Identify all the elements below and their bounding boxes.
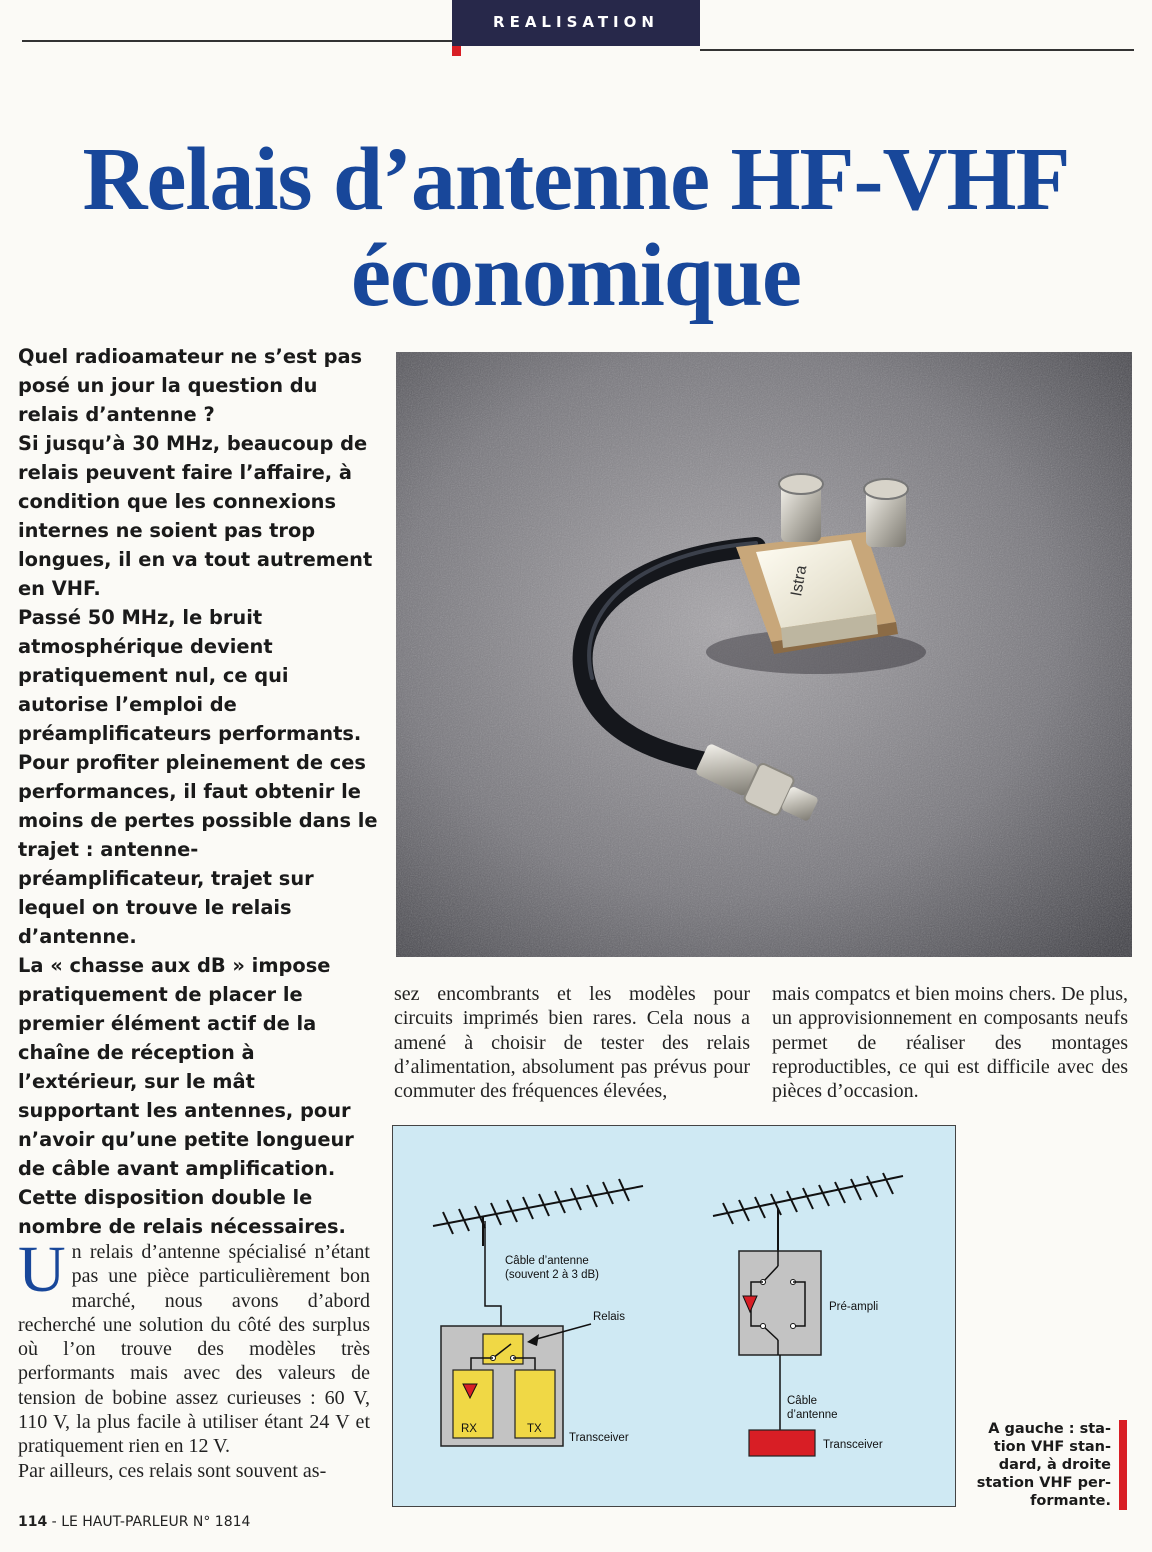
svg-text:Istra: Istra bbox=[788, 564, 811, 598]
caption-line: tion VHF stan- bbox=[993, 1439, 1111, 1455]
footer-separator: - bbox=[47, 1514, 62, 1530]
body-paragraph-1 bbox=[18, 1233, 370, 1459]
relais-label: Relais bbox=[593, 1311, 625, 1323]
tx-label: TX bbox=[527, 1423, 542, 1435]
body-column-3 bbox=[772, 982, 1128, 1103]
lead-paragraph: Passé 50 MHz, le bruit atmosphérique devient pratiquement nul, ce qui autorise l’emploi de préamplificateurs performants. Pour profiter pleinement de ces performances, il faut obtenir le moins de pertes possible dans le trajet : antenne-préamplificateur, trajet sur lequel on trouve le relais d’antenne. bbox=[18, 606, 378, 948]
caption-red-bar bbox=[1119, 1420, 1127, 1510]
body-paragraph-1-text: n relais d’antenne spécialisé n’étant pas une pièce particulièrement bon marché, nous avons d’abord recherché une solution du côté des surplus où l’on trouve des modèles très performants mais avec des valeurs de tension de bobine assez curieuses : 60 V, 110 V, la plus facile à utiliser étant 24 V et pratiquement rien en 12 V. bbox=[18, 1241, 370, 1458]
header-rule-left bbox=[22, 40, 452, 42]
section-label: REALISATION bbox=[452, 0, 700, 46]
transceiver-right-label: Transceiver bbox=[823, 1439, 883, 1451]
body-column-2 bbox=[394, 982, 750, 1103]
header-rule-right bbox=[700, 49, 1134, 51]
cable-label-1: Câble d’antenne bbox=[505, 1255, 589, 1267]
dropcap: U bbox=[18, 1233, 66, 1306]
body-paragraph-2: Par ailleurs, ces relais sont souvent as- bbox=[18, 1459, 327, 1482]
rx-label: RX bbox=[461, 1423, 477, 1435]
cable-right-label-1: Câble bbox=[787, 1395, 818, 1407]
body-paragraph-4: mais compatcs et bien moins chers. De plus, un approvisionnement en composants neufs permet de réaliser des montages reproductibles, ce qui est difficile avec des pièces d’occasion. bbox=[772, 983, 1128, 1103]
station-diagram bbox=[392, 1125, 956, 1507]
page-footer bbox=[18, 1514, 250, 1530]
diagram-caption bbox=[968, 1420, 1111, 1510]
magazine-issue: LE HAUT-PARLEUR N° 1814 bbox=[61, 1514, 251, 1530]
right-antenna-icon bbox=[713, 1173, 903, 1251]
lead-paragraph: Quel radioamateur ne s’est pas posé un jour la question du relais d’antenne ? bbox=[18, 345, 363, 426]
cable-right-label-2: d’antenne bbox=[787, 1409, 838, 1421]
caption-line: formante. bbox=[1030, 1493, 1111, 1509]
page-title-line-2: économique bbox=[351, 226, 801, 325]
caption-line: A gauche : sta- bbox=[988, 1421, 1111, 1437]
preampli-label: Pré-ampli bbox=[829, 1301, 879, 1313]
page-title-line-1: Relais d’antenne HF-VHF bbox=[82, 130, 1070, 229]
page-number: 114 bbox=[18, 1514, 48, 1530]
caption-line: station VHF per- bbox=[976, 1475, 1111, 1491]
relay-photo-illustration bbox=[396, 352, 1132, 957]
body-paragraph-3: sez encombrants et les modèles pour circuits imprimés bien rares. Cela nous a amené à choisir de tester des relais d’alimentation, absolument pas prévus pour commuter des fréquences élevées, bbox=[394, 983, 750, 1103]
station-diagram-svg bbox=[393, 1126, 955, 1506]
lead-paragraph: Si jusqu’à 30 MHz, beaucoup de relais peuvent faire l’affaire, à condition que les connexions internes ne soient pas trop longues, il en va tout autrement en VHF. bbox=[18, 432, 373, 600]
lead-paragraph: La « chasse aux dB » impose pratiquement de placer le premier élément actif de la chaîne de réception à l’extérieur, sur le mât supportant les antennes, pour n’avoir qu’une petite longueur de câble avant amplification. Cette disposition double le nombre de relais nécessaires. bbox=[18, 954, 354, 1238]
body-column-1 bbox=[18, 1233, 370, 1483]
lead-intro bbox=[18, 342, 380, 1241]
left-antenna-icon bbox=[433, 1179, 643, 1246]
transceiver-left-label: Transceiver bbox=[569, 1432, 629, 1444]
caption-line: dard, à droite bbox=[998, 1457, 1111, 1473]
cable-label-2: (souvent 2 à 3 dB) bbox=[505, 1269, 599, 1281]
relay-photo bbox=[396, 352, 1132, 957]
